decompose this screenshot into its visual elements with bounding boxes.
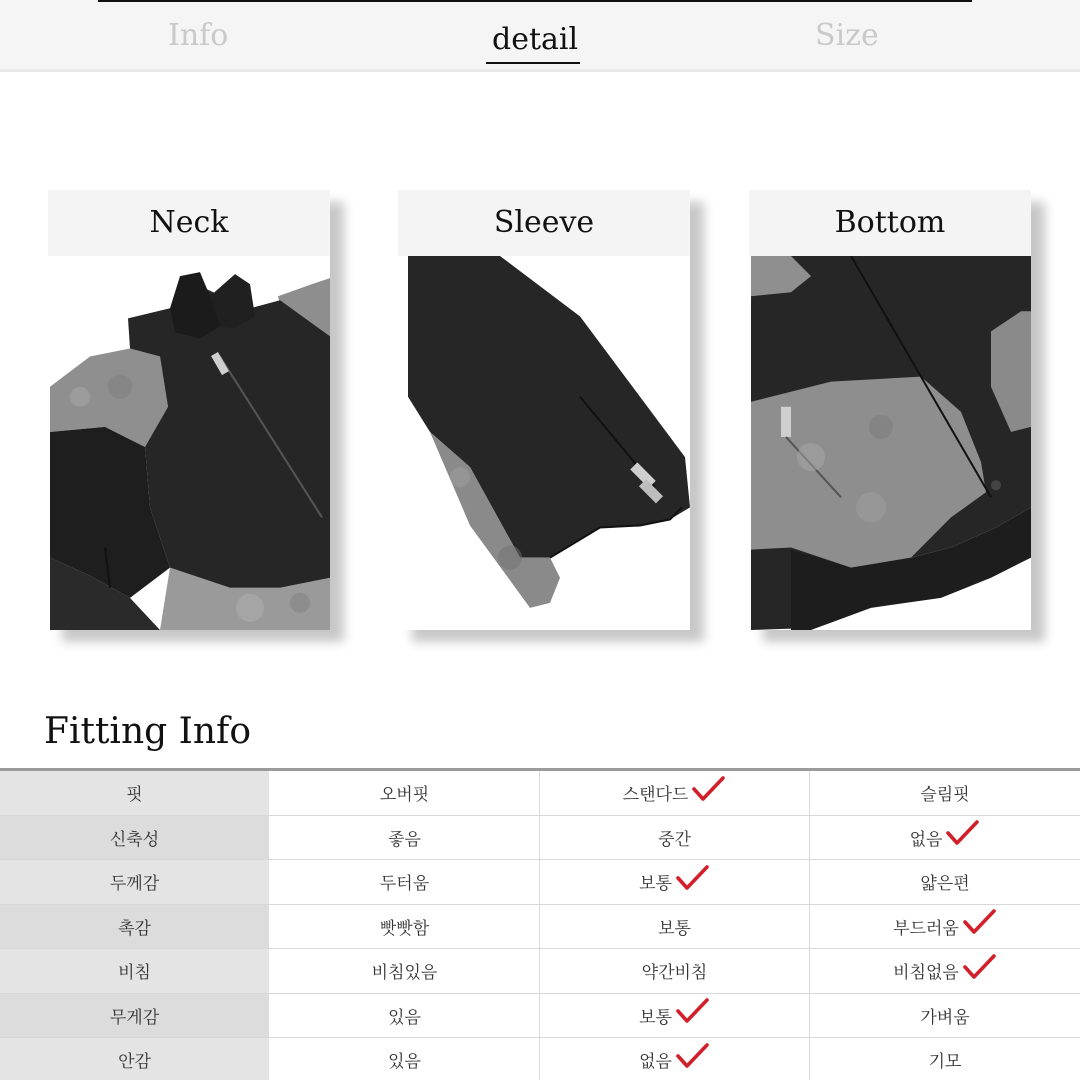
option-cell [540,994,810,1038]
option-cell [540,816,810,860]
check-icon [674,864,710,892]
row-label: 두께감 [0,860,270,904]
fitting-info-table [0,768,1080,1080]
row-label: 신축성 [0,816,270,860]
row-label: 핏 [0,771,270,815]
option-cell [810,994,1080,1038]
table-row [0,949,1080,994]
option-cell [810,1038,1080,1080]
option-text: 얇은편 [920,874,970,895]
option-text: 없음 [639,1052,672,1073]
option-cell [540,1038,810,1080]
option-text: 보통 [658,918,691,939]
option-cell [270,905,540,949]
option-text: 보통 [639,1007,672,1028]
option-cell [810,905,1080,949]
option-text: 보통 [639,874,672,895]
check-icon [674,997,710,1025]
row-label: 안감 [0,1038,270,1080]
option-text: 없음 [909,829,943,850]
detail-card-sleeve [398,190,690,630]
option-text: 좋음 [388,829,421,850]
detail-card-neck [48,190,330,630]
tab-detail[interactable]: detail [492,22,579,57]
check-icon [690,775,726,803]
table-row [0,860,1080,905]
option-cell [810,816,1080,860]
option-text: 부드러움 [893,918,959,939]
check-icon [961,953,997,981]
option-text: 약간비침 [641,963,708,984]
option-text: 비침없음 [893,963,959,984]
option-cell [270,771,540,815]
option-cell [540,860,810,904]
tab-bar-top-divider [98,0,972,2]
option-text: 있음 [388,1052,421,1073]
active-tab-underline [486,62,580,64]
fitting-info-title: Fitting Info [44,711,252,752]
option-cell [270,860,540,904]
sleeve-detail-image [400,256,690,630]
neck-detail-image [50,256,330,630]
check-icon [674,1042,710,1070]
option-cell [810,860,1080,904]
table-row [0,771,1080,816]
check-icon [961,908,997,936]
option-cell [270,994,540,1038]
option-text: 가벼움 [920,1007,970,1028]
bottom-detail-image [751,256,1031,630]
detail-card-title: Bottom [749,190,1031,256]
option-text: 기모 [928,1052,962,1073]
option-text: 두터움 [379,874,430,895]
option-cell [540,771,810,815]
option-text: 비침있음 [371,963,438,984]
detail-card-title: Sleeve [398,190,690,256]
row-label: 무게감 [0,994,270,1038]
detail-card-bottom [749,190,1031,630]
option-cell [270,816,540,860]
option-cell [540,905,810,949]
table-row [0,1038,1080,1080]
option-cell [270,949,540,993]
option-cell [810,949,1080,993]
option-text: 슬림핏 [920,785,970,806]
option-text: 빳빳함 [379,918,430,939]
option-text: 오버핏 [379,785,430,806]
row-label: 비침 [0,949,270,993]
table-row [0,905,1080,950]
option-text: 중간 [658,829,691,850]
table-row [0,816,1080,861]
table-row [0,994,1080,1039]
row-label: 촉감 [0,905,270,949]
tab-bar [0,0,1080,72]
option-text: 스탠다드 [622,785,689,806]
detail-card-title: Neck [48,190,330,256]
option-text: 있음 [388,1007,421,1028]
tab-info[interactable]: Info [168,18,229,53]
option-cell [540,949,810,993]
check-icon [944,819,980,847]
option-cell [810,771,1080,815]
option-cell [270,1038,540,1080]
tab-size[interactable]: Size [815,18,879,53]
